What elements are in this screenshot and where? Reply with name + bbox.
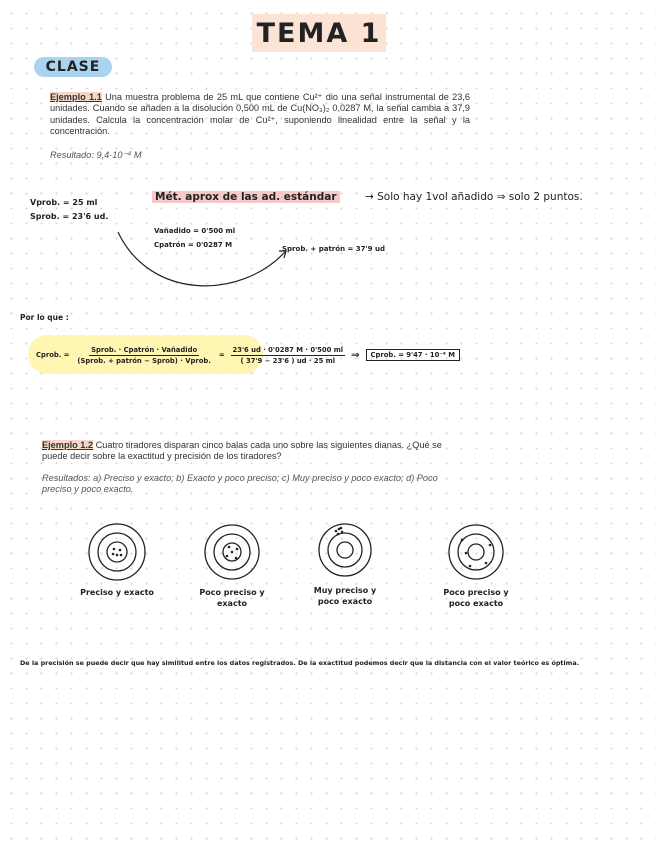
c-std-note: Cpatrón = 0'0287 M bbox=[154, 241, 233, 249]
page-title: TEMA 1 bbox=[252, 14, 386, 52]
formula-denominator: (Sprob. + patrón − Sprob) · Vprob. bbox=[77, 356, 211, 365]
example-2-text: Cuatro tiradores disparan cinco balas cada uno sobre las siguientes dianas. ¿Qué se puede decir sobre la exactitud y precisión de los tiradores? bbox=[42, 440, 442, 462]
s-sum-note: Sprob. + patrón = 37'9 ud bbox=[282, 245, 385, 253]
s-prob-note: Sprob. = 23'6 ud. bbox=[30, 212, 109, 221]
formula-values-denominator: ( 37'9 − 23'6 ) ud · 25 ml bbox=[240, 356, 336, 365]
formula-values-numerator: 23'6 ud · 0'0287 M · 0'500 ml bbox=[232, 345, 344, 354]
points-note: → Solo hay 1vol añadido ⇒ solo 2 puntos. bbox=[365, 191, 583, 203]
formula-implies: ⇒ bbox=[351, 349, 360, 361]
formula-numerator: Sprob. · Cpatrón · Vañadido bbox=[91, 345, 198, 354]
target-a bbox=[89, 524, 145, 580]
por-lo-que-note: Por lo que : bbox=[20, 313, 69, 322]
example-2-result: Resultados: a) Preciso y exacto; b) Exacto y poco preciso; c) Muy preciso y poco exacto; d) Poco preciso y poco exacto. bbox=[42, 473, 438, 495]
target-c-label: Muy preciso y poco exacto bbox=[313, 586, 377, 606]
target-c bbox=[319, 524, 371, 576]
v-added-note: Vañadido = 0'500 ml bbox=[154, 227, 236, 235]
target-d-label: Poco preciso y poco exacto bbox=[443, 588, 509, 608]
target-b-label: Poco preciso y exacto bbox=[199, 588, 265, 608]
example-1-label: Ejemplo 1.1 bbox=[50, 92, 102, 102]
formula-equals: = bbox=[218, 351, 225, 359]
v-prob-note: Vprob. = 25 ml bbox=[30, 198, 98, 207]
example-1-result: Resultado: 9,4·10⁻⁴ M bbox=[50, 150, 142, 160]
example-2-label: Ejemplo 1.2 bbox=[42, 440, 94, 450]
target-b bbox=[205, 525, 259, 579]
target-a-label: Preciso y exacto bbox=[80, 588, 154, 597]
formula-result-box: Cprob. = 9'47 · 10⁻⁴ M bbox=[366, 349, 461, 361]
formula-lhs: Cprob. = bbox=[36, 351, 70, 359]
example-1-text: Una muestra problema de 25 mL que contiene Cu²⁺ dio una señal instrumental de 23,6 unidades. Cuando se añaden a la disolución 0,500 mL de Cu(NO₃)₂ 0,0287 M, la señal cambia a 37,9 unidades. Calcula la concentración molar de Cu²⁺, suponiendo linealidad entre la señal y la concentración. bbox=[50, 92, 470, 137]
section-badge: CLASE bbox=[34, 57, 112, 77]
method-highlight: Mét. aprox de las ad. estándar bbox=[152, 191, 340, 203]
conclusion-note: De la precisión se puede decir que hay similitud entre los datos registrados. De la exactitud podemos decir que la distancia con el valor teórico es óptima. bbox=[20, 659, 580, 667]
target-d bbox=[449, 525, 503, 579]
